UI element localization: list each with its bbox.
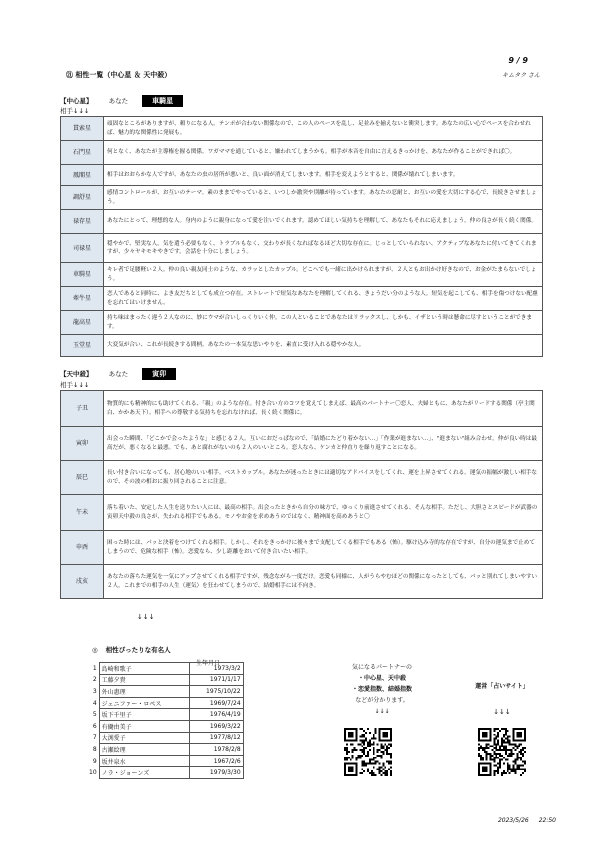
partner-type: 玉堂星 <box>61 335 104 357</box>
partner-type: 調舒星 <box>61 186 104 210</box>
partner-type: 寅卯 <box>61 427 104 461</box>
partner-type: 申酉 <box>61 531 104 565</box>
famous-name: ノラ・ジョーンズ <box>99 767 189 779</box>
partner-type: 龍高星 <box>61 311 104 335</box>
relation-description: 恋人であると同時に、よき友だちとしても成立つ存在。ストレートで短気なあなたを理解してくれる、きょうだい分のような人。短気を起こしても、相手を傷つけない配慮を忘れてはいけません。 <box>104 287 543 311</box>
relation-description: 穏やかで、堅実な人。気を遣う必要もなく、トラブルもなく、交わりが長くなればなるほど大切な存在に。じっとしていられない、アクティブなあなたに付いてきてくれますが、少々ヤキモキやきです。会話を十分にしましょう。 <box>104 234 543 263</box>
relation-row <box>61 287 543 311</box>
relation-row <box>61 335 543 357</box>
famous-row <box>87 732 243 744</box>
relation-description: 長い付き合いになっても、居心地のいい相手。ベストカップル。あなたが迷ったときには適切なアドバイスをしてくれ、運を上昇させてくれる。運気の振幅が激しい相手なので、その波の相おに振り回されることに注意。 <box>104 461 543 495</box>
relation-description: 困った時には、パッと決着をつけてくれる相手。しかし、それをきっかけに後々まで支配してくる相手でもある（怖）。駆け込み寺的な存在ですが、自分の運気まで止めてしまうので、危険な相手（怖）。恋愛なら、少し距離をおいて付き合いたい相手。 <box>104 531 543 565</box>
birth-date: 1977/8/12 <box>189 732 243 744</box>
famous-row <box>87 686 243 698</box>
birth-date: 1973/3/2 <box>189 663 243 675</box>
famous-name: 坂井泉水 <box>99 755 189 767</box>
promo-line: 気になるパートナーの <box>351 664 412 671</box>
promo-line: ・恋愛指数、結婚指数 <box>351 686 412 694</box>
famous-name: ジェニファー・ロペス <box>99 697 189 709</box>
you-label: あなた <box>108 370 129 378</box>
relation-description: 何となく、あなたが主導権を握る関係。ワガママを通していると、嫌われてしまうかも。相手が本音を自由に言えるきっかけを、あなたが作ることができれば〇。 <box>104 141 543 165</box>
famous-name: 古瀬絵理 <box>99 744 189 756</box>
famous-row <box>87 674 243 686</box>
relation-row <box>61 565 543 599</box>
row-number: 1 <box>92 664 97 672</box>
relation-row <box>61 165 543 186</box>
relation-description: あなたの落ちた運気を一気にアップさせてくれる相手ですが、残念ながら一度だけ。恋愛も同様に、人がうらやむほどの関係になったとしても、パッと別れてしまいやすい２人。これまでの相手の人生（運気）を狂わせてしまうので、結婚相手には不向き。 <box>104 565 543 599</box>
birth-date: 1979/3/30 <box>189 767 243 779</box>
footer-date: 2023/5/26 <box>497 817 529 824</box>
tenchu-header <box>60 368 176 380</box>
promo-line: などが分かります。 <box>355 697 409 705</box>
famous-row <box>87 767 243 779</box>
relation-description: 頑固なところがありますが、頼りになる人。テンポが合わない関係なので、この人のペースを乱し、足並みを揃えないと衝突します。あなたの広い心でペースを合わせれば、魅力的な関係性に発展も。 <box>104 117 543 141</box>
relation-row <box>61 391 543 427</box>
you-label: あなた <box>108 97 129 105</box>
tenchu-label: 【天中殺】 <box>60 370 93 378</box>
relation-description: キレ者で足腰軽い２人。仲の良い親友同士のような、カラッとしたカップル。どこへでも一緒に出かけられますが、２人ともお出かけ好きなので、お金がたまらないでしょう。 <box>104 263 543 287</box>
relation-description: 物質的にも精神的にも助けてくれる、「親」のような存在。付き合い方のコツを覚えてしまえば、最高のパートナー〇恋人、夫婦ともに、あなたがリードする関係（亭主関白、かかあ天下）。相手への尊敬する気持ちを忘れなければ、長く続く関係に。 <box>104 391 543 427</box>
row-number: 7 <box>92 734 97 742</box>
famous-row <box>87 697 243 709</box>
birth-date: 1975/10/22 <box>189 686 243 698</box>
famous-row <box>87 744 243 756</box>
relation-row <box>61 210 543 234</box>
famous-name: 大渕愛子 <box>99 732 189 744</box>
chushin-table <box>60 116 543 357</box>
relation-row <box>61 186 543 210</box>
famous-title <box>92 645 171 654</box>
birth-date: 1967/2/6 <box>189 755 243 767</box>
birthdate-header: 生年月日 <box>196 660 221 667</box>
relation-row <box>61 117 543 141</box>
page-number: 9 / 9 <box>508 56 528 65</box>
partner-type: 禄存星 <box>61 210 104 234</box>
footer-timestamp <box>488 817 556 824</box>
section-title: ㉑ 相性一覧（中心星 ＆ 天中殺） <box>66 71 172 79</box>
relation-description: あなたにとって、理想的な人。身内のように親身になって愛を注いでくれます。認めてほしい気持ちを理解して、あなたもそれに応えましょう。仲の良さが長く続く関係。 <box>104 210 543 234</box>
famous-row <box>87 663 243 675</box>
relation-description: 持ち味はまったく違う２人なのに、妙にウマが合いしっくりいく仲。この人といることであなたはリラックスし、しかも、イザという時は懸命に尽すということができます。 <box>104 311 543 335</box>
partner-type: 子丑 <box>61 391 104 427</box>
footer-time: 22:50 <box>538 817 556 824</box>
partner-label: 相手↓↓↓ <box>60 107 90 115</box>
relation-row <box>61 495 543 531</box>
famous-row <box>87 709 243 721</box>
birth-date: 1971/1/17 <box>189 674 243 686</box>
qr-code-site[interactable] <box>478 728 526 776</box>
promo-line: ・中心星、天中殺 <box>357 675 406 683</box>
relation-row <box>61 311 543 335</box>
partner-type: 司禄星 <box>61 234 104 263</box>
famous-row <box>87 755 243 767</box>
partner-type: 午未 <box>61 495 104 531</box>
famous-name: 有働由美子 <box>99 720 189 732</box>
owner-name: キムタク さん <box>502 72 540 79</box>
relation-row <box>61 263 543 287</box>
relation-row <box>61 234 543 263</box>
down-arrows: ↓↓↓ <box>137 613 155 621</box>
site-label: 運営「占いサイト」 <box>475 683 529 690</box>
row-number: 2 <box>92 676 97 684</box>
relation-row <box>61 531 543 565</box>
relation-description: 大変気が合い、これが長続きする間柄。あなたの一本気な思いやりを、素直に受け入れる穏やかな人。 <box>104 335 543 357</box>
row-number: 6 <box>92 722 97 730</box>
partner-label: 相手↓↓↓ <box>60 381 90 389</box>
partner-type: 石門星 <box>61 141 104 165</box>
relation-description: 相手はおおらかな人ですが、あなたの虫の居所が悪いと、良い面が消えてしまいます。相手を変えようとすると、関係が壊れてしまいます。 <box>104 165 543 186</box>
row-number: 5 <box>92 711 97 719</box>
famous-table <box>87 662 244 779</box>
famous-name: 外山惠理 <box>99 686 189 698</box>
famous-title-text: 相性ぴったりな有名人 <box>105 646 171 654</box>
qr-code-partner[interactable] <box>344 728 392 776</box>
birth-date: 1976/4/19 <box>189 709 243 721</box>
partner-type: 牽牛星 <box>61 287 104 311</box>
famous-name: 坂下千里子 <box>99 709 189 721</box>
birth-date: 1969/3/22 <box>189 720 243 732</box>
row-number: 10 <box>89 769 97 777</box>
relation-row <box>61 141 543 165</box>
partner-type: 貫索星 <box>61 117 104 141</box>
famous-row <box>87 720 243 732</box>
birth-date: 1969/7/24 <box>189 697 243 709</box>
relation-row <box>61 461 543 495</box>
partner-type: 戌亥 <box>61 565 104 599</box>
row-number: 4 <box>92 699 97 707</box>
promo-arrows: ↓↓↓ <box>374 708 390 716</box>
relation-description: 落ち着いた、安定した人生を送りたい人には、最高の相手。出会ったときから自分の味方で、ゆっくり前進させてくれる、そんな相手。ただし、大胆さとスピードが武器の寅卯天中殺の良さが、失われる相手でもある。モノやお金を求めあうのではなく、精神面を高めあうと〇 <box>104 495 543 531</box>
you-tenchu-badge: 寅卯 <box>142 368 176 380</box>
bullet-icon: ◎ <box>92 646 98 654</box>
famous-name: 島崎和歌子 <box>99 663 189 675</box>
tenchu-table <box>60 390 543 599</box>
famous-name: 工藤夕貴 <box>99 674 189 686</box>
partner-type: 鳳閣星 <box>61 165 104 186</box>
partner-type: 辰巳 <box>61 461 104 495</box>
row-number: 3 <box>92 687 97 695</box>
relation-row <box>61 427 543 461</box>
partner-type: 車騎星 <box>61 263 104 287</box>
relation-description: 出会った瞬間、「どこかで会ったような」と感じる２人。互いにおだっぱなので、「結婚にたどり着かない…」「作業が進まない…」、"進まない"組み合わせ。仲が良い時は最高だが、悪くなると最悪。でも、あと腐れがないのも２人のいいところ。恋人なら、ケンカと仲直りを繰り返すことになる。 <box>104 427 543 461</box>
you-star-badge: 車騎星 <box>142 95 183 107</box>
site-arrows: ↓↓↓ <box>493 708 511 716</box>
row-number: 8 <box>92 745 97 753</box>
promo-text <box>314 662 450 717</box>
birth-date: 1978/2/8 <box>189 744 243 756</box>
chushin-label: 【中心星】 <box>60 97 93 105</box>
relation-description: 感情コントロールが、お互いのテーマ。素のままでやっていると、いつしか激突や別離が待っています。あなたの忍耐と、お互いの愛を大切にする心で、長続きさせましょう。 <box>104 186 543 210</box>
row-number: 9 <box>92 757 97 765</box>
